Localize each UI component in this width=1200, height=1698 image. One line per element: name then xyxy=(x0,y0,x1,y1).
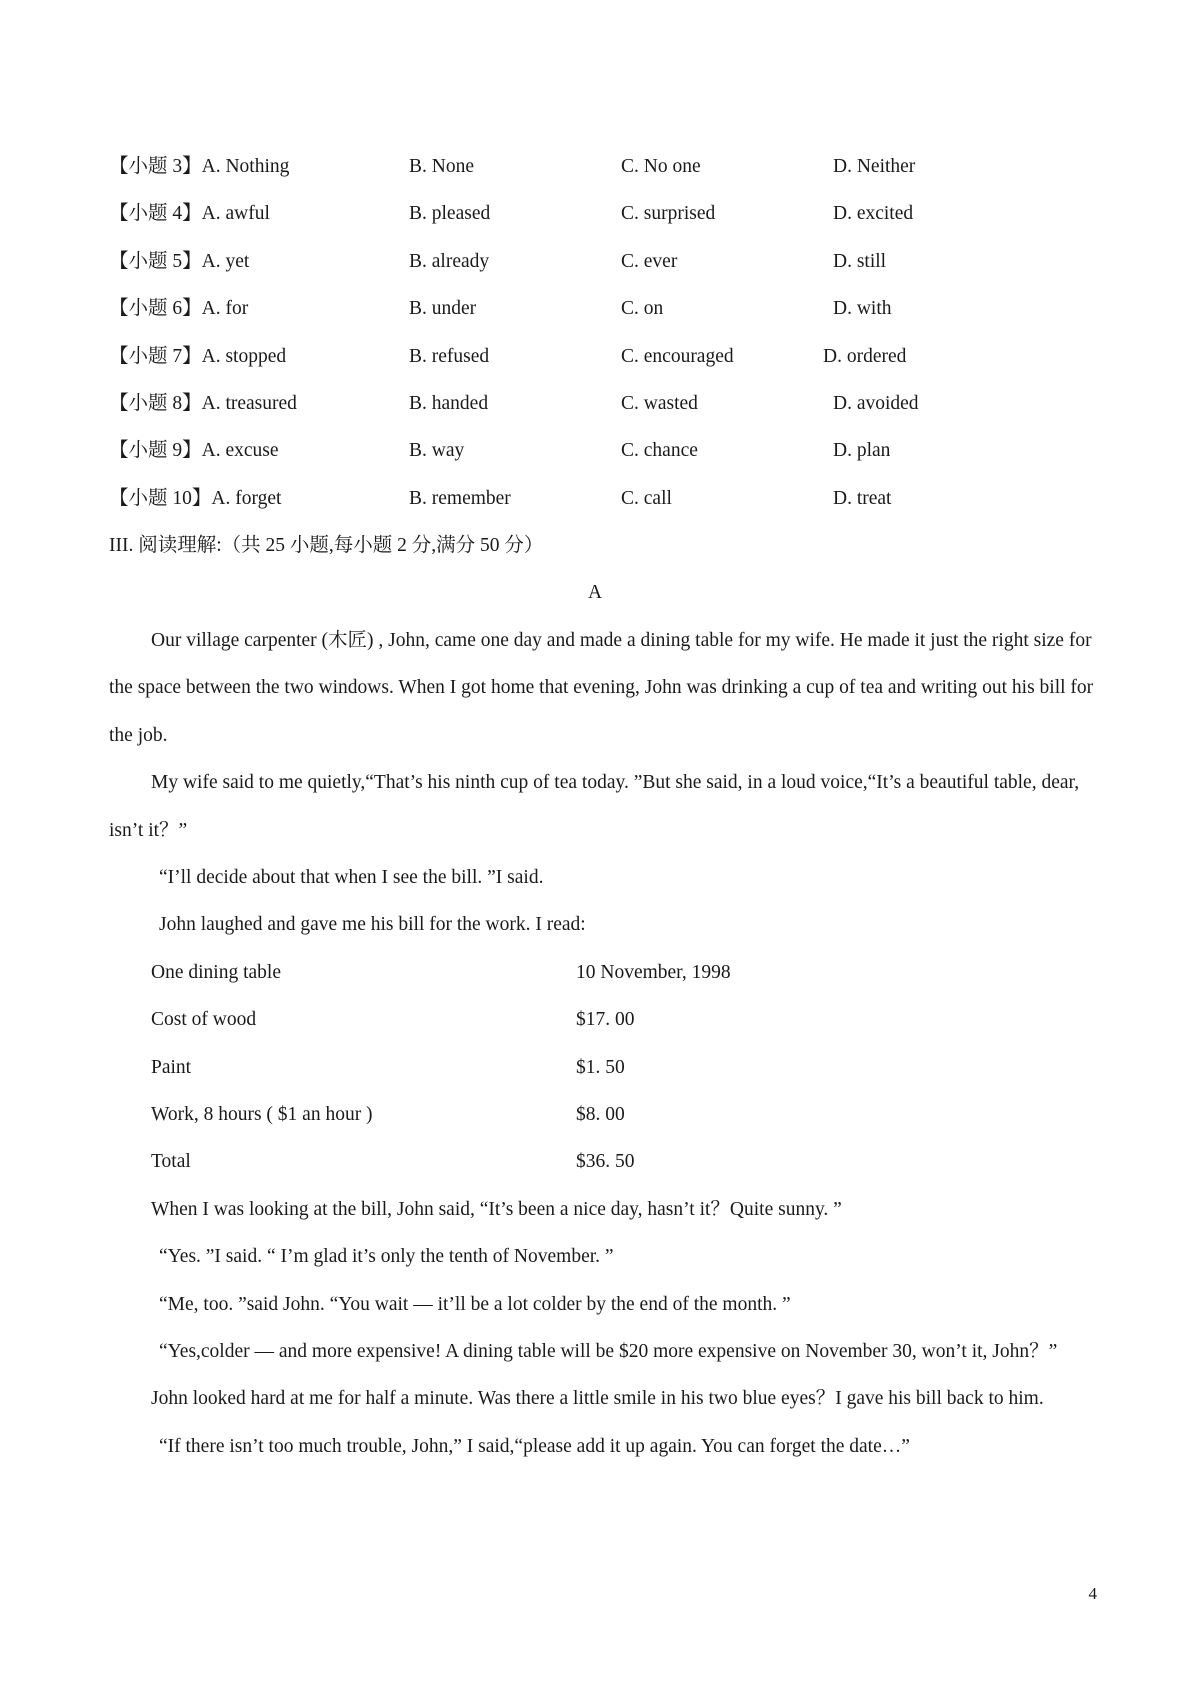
option-b: B. handed xyxy=(409,392,489,414)
bill-value: $1. 50 xyxy=(576,1056,625,1078)
bill-item: Total xyxy=(151,1151,191,1173)
bill-item: Cost of wood xyxy=(151,1009,257,1031)
paragraph: “I’ll decide about that when I see the bill. ”I said. xyxy=(159,867,544,889)
paragraph: “Yes,colder — and more expensive! A dining table will be $20 more expensive on November 30, won’t it, John？” xyxy=(159,1341,1058,1363)
question-row xyxy=(109,427,1109,474)
passage-body xyxy=(109,617,1099,1470)
option-b: B. refused xyxy=(409,345,490,367)
option-d: D. ordered xyxy=(823,345,907,367)
option-c: C. surprised xyxy=(621,203,716,225)
question-row xyxy=(109,333,1109,380)
bill-row xyxy=(151,1138,1099,1185)
question-stem: 【小题 5】A. yet xyxy=(109,250,250,272)
option-b: B. remember xyxy=(409,487,511,509)
question-row xyxy=(109,475,1109,522)
option-b: B. already xyxy=(409,250,490,272)
page-number: 4 xyxy=(1088,1584,1097,1603)
question-stem: 【小题 6】A. for xyxy=(109,298,249,320)
question-row xyxy=(109,285,1109,332)
bill-row xyxy=(151,1044,1099,1091)
passage-title: A xyxy=(587,582,603,603)
question-row xyxy=(109,238,1109,285)
bill-value: $36. 50 xyxy=(576,1151,635,1173)
option-c: C. on xyxy=(621,298,664,320)
option-d: D. plan xyxy=(833,440,891,462)
option-d: D. with xyxy=(833,298,892,320)
paragraph: Our village carpenter (木匠) , John, came one day and made a dining table for my wife. He made it just the right size for the space between the two windows. When I got home that evening, John was drinking a cup of tea and writing out his bill for the job. xyxy=(109,630,1094,746)
option-b: B. pleased xyxy=(409,203,491,225)
option-c: C. No one xyxy=(621,156,701,177)
bill-value: $17. 00 xyxy=(576,1009,635,1031)
bill-row xyxy=(151,949,1099,996)
bill-item: Work, 8 hours ( $1 an hour ) xyxy=(151,1104,373,1126)
bill-value: $8. 00 xyxy=(576,1104,625,1126)
question-stem: 【小题 10】A. forget xyxy=(109,487,282,509)
paragraph: When I was looking at the bill, John said, “It’s been a nice day, hasn’t it？Quite sunny. ” xyxy=(151,1198,842,1220)
question-stem: 【小题 7】A. stopped xyxy=(109,345,287,367)
bill-item: One dining table xyxy=(151,961,281,983)
section-heading: III. 阅读理解:（共 25 小题,每小题 2 分,满分 50 分） xyxy=(109,535,544,556)
option-b: B. None xyxy=(409,156,474,177)
question-row xyxy=(109,380,1109,427)
question-row xyxy=(109,190,1109,237)
paragraph: My wife said to me quietly,“That’s his ninth cup of tea today. ”But she said, in a loud voice,“It’s a beautiful table, dear, isn’t it？” xyxy=(109,772,1080,841)
option-d: D. still xyxy=(833,250,887,272)
question-stem: 【小题 9】A. excuse xyxy=(109,440,279,462)
option-c: C. chance xyxy=(621,440,698,462)
option-d: D. avoided xyxy=(833,392,919,414)
bill-item: Paint xyxy=(151,1056,192,1078)
bill-value: 10 November, 1998 xyxy=(576,961,731,983)
question-stem: 【小题 4】A. awful xyxy=(109,203,270,225)
question-stem: 【小题 8】A. treasured xyxy=(109,392,297,414)
option-c: C. encouraged xyxy=(621,345,734,367)
paragraph: “If there isn’t too much trouble, John,” I said,“please add it up again. You can forget the date…” xyxy=(159,1435,910,1457)
question-stem: 【小题 3】A. Nothing xyxy=(109,156,290,177)
question-row xyxy=(109,143,1109,190)
paragraph: “Yes. ”I said. “ I’m glad it’s only the tenth of November. ” xyxy=(159,1246,614,1268)
question-options xyxy=(109,143,1109,522)
option-c: C. wasted xyxy=(621,392,698,414)
bill-table xyxy=(151,949,1099,1186)
bill-row xyxy=(151,1091,1099,1138)
option-b: B. under xyxy=(409,298,477,320)
option-d: D. treat xyxy=(833,487,892,509)
paragraph: “Me, too. ”said John. “You wait — it’ll be a lot colder by the end of the month. ” xyxy=(159,1293,791,1315)
paragraph: John looked hard at me for half a minute. Was there a little smile in his two blue eyes？I gave his bill back to him. xyxy=(151,1388,1044,1410)
option-c: C. call xyxy=(621,487,672,509)
option-d: D. Neither xyxy=(833,156,916,177)
option-d: D. excited xyxy=(833,203,914,225)
option-c: C. ever xyxy=(621,250,678,272)
option-b: B. way xyxy=(409,440,465,462)
paragraph: John laughed and gave me his bill for the work. I read: xyxy=(159,914,586,936)
bill-row xyxy=(151,996,1099,1043)
